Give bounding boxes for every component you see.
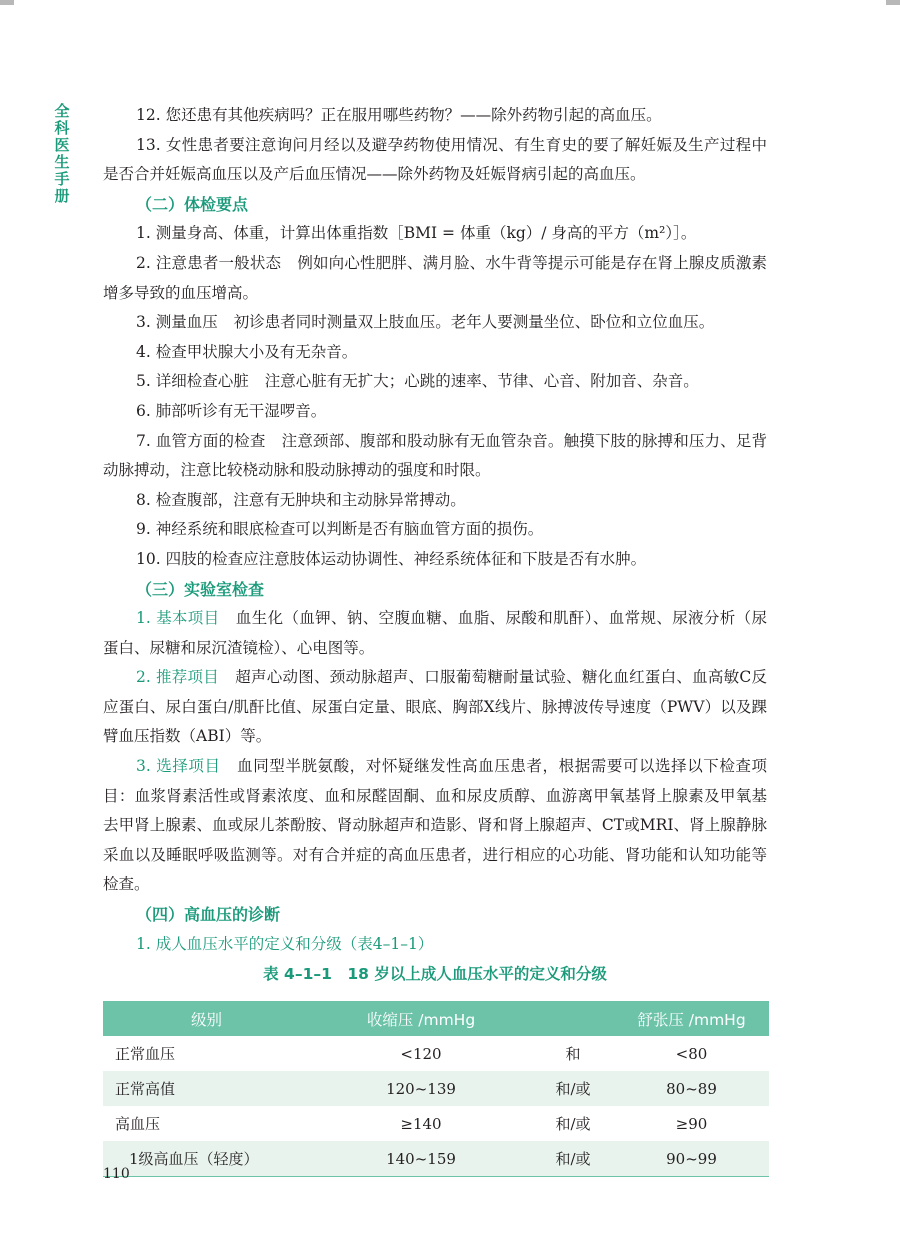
side-tab-char: 全 [54,102,70,120]
paragraph-q12: 12. 您还患有其他疾病吗？正在服用哪些药物？——除外药物引起的高血压。 [136,106,662,124]
bp-classification-table [103,1001,769,1177]
item-lead: 7. 血管方面的检查 [136,431,266,450]
page-number: 110 [103,1166,130,1182]
item-lead: 1. 基本项目 [136,609,220,628]
paragraph-exam-10: 10. 四肢的检查应注意肢体运动协调性、神经系统体征和下肢是否有水肿。 [136,549,647,568]
table-cell: 高血压 [115,1115,161,1134]
paragraph-exam-7 [103,427,767,486]
paragraph-exam-1: 1. 测量身高、体重，计算出体重指数［BMI = 体重（kg）/ 身高的平方（m²）］。 [136,224,697,243]
paragraph-exam-5 [103,367,767,397]
corner-mark-top-right [886,0,900,5]
item-text: 血生化（血钾、钠、空腹血糖、血脂、尿酸和肌酐）、血常规、尿液分析（尿蛋白、尿糖和尿沉渣镜检）、心电图等。 [103,609,767,657]
item-text: 例如向心性肥胖、满月脸、水牛背等提示可能是存在肾上腺皮质激素增多导致的血压增高。 [103,253,767,302]
column-header: 舒张压 /mmHg [637,1010,746,1029]
table-cell: <80 [675,1044,708,1063]
side-tab-char: 生 [54,153,70,171]
paragraph-exam-9: 9. 神经系统和眼底检查可以判断是否有脑血管方面的损伤。 [136,520,544,539]
item-lead: 3. 选择项目 [136,757,221,776]
section-heading-diagnosis: （四）高血压的诊断 [136,905,281,925]
side-tab-char: 科 [54,119,70,137]
table-cell: 140~159 [310,1141,532,1177]
paragraph-exam-3 [103,308,767,338]
corner-mark-top-left [0,0,14,5]
item-lead: 3. 测量血压 [136,313,218,332]
item-lead: 5. 详细检查心脏 [136,372,249,391]
section-heading-lab-tests: （三）实验室检查 [136,579,265,599]
table-row [103,1106,769,1141]
paragraph-exam-4: 4. 检查甲状腺大小及有无杂音。 [136,342,358,361]
table-cell: ≥140 [400,1114,442,1133]
table-title: 表 4–1–1 18 岁以上成人血压水平的定义和分级 [263,965,607,984]
item-text: 血同型半胱氨酸，对怀疑继发性高血压患者，根据需要可以选择以下检查项目：血浆肾素活性或肾素浓度、血和尿醛固酮、血和尿皮质醇、血游离甲氧基肾上腺素及甲氧基去甲肾上腺素、血或尿儿茶酚胺、肾动脉超声和造影、肾和肾上腺超声、CT或MRI、肾上腺静脉采血以及睡眠呼吸监测等。对有合并症的高血压患者，进行相应的心功能、肾功能和认知功能等检查。 [103,757,767,894]
section-heading-physical-exam: （二）体检要点 [136,194,249,214]
side-tab-book-title [52,103,72,205]
table-header-row [103,1001,769,1036]
table-row [103,1071,769,1106]
table-cell: 正常高值 [115,1080,176,1099]
column-header: 级别 [190,1010,222,1029]
table-cell: 80~89 [666,1079,717,1098]
page-body [103,101,767,1177]
table-cell: 1级高血压（轻度） [103,1141,310,1177]
table-row [103,1141,769,1177]
item-lead: 2. 推荐项目 [136,668,219,687]
table-row [103,1036,769,1071]
item-lead: 2. 注意患者一般状态 [136,253,282,272]
column-header: 收缩压 /mmHg [366,1010,476,1029]
table-cell: 和/或 [532,1141,614,1177]
table-cell: 90~99 [614,1141,769,1177]
paragraph-lab-2 [103,663,767,752]
table-cell: <120 [400,1044,442,1063]
table-cell: 和/或 [555,1080,591,1099]
paragraph-diagnosis-1: 1. 成人血压水平的定义和分级（表4–1–1） [136,934,434,953]
item-text: 注意心脏有无扩大；心跳的速率、节律、心音、附加音、杂音。 [264,372,699,391]
paragraph-lab-3 [103,752,767,900]
side-tab-char: 医 [54,136,70,154]
column-header [532,1001,614,1036]
item-text: 注意颈部、腹部和股动脉有无血管杂音。触摸下肢的脉搏和压力、足背动脉搏动，注意比较桡动脉和股动脉搏动的强度和时限。 [103,431,767,480]
table-cell: 和 [565,1045,581,1064]
paragraph-exam-6: 6. 肺部听诊有无干湿啰音。 [136,401,327,420]
paragraph-q13: 13. 女性患者要注意询问月经以及避孕药物使用情况、有生育史的要了解妊娠及生产过程中是否合并妊娠高血压以及产后血压情况——除外药物及妊娠肾病引起的高血压。 [103,135,767,184]
table-cell: 正常血压 [115,1045,176,1064]
paragraph-exam-8: 8. 检查腹部，注意有无肿块和主动脉异常搏动。 [136,490,466,509]
table-cell: 120~139 [386,1079,456,1098]
table-cell: 和/或 [555,1115,591,1134]
table-cell: ≥90 [675,1114,708,1133]
side-tab-char: 手 [54,170,70,188]
side-tab-char: 册 [54,187,70,205]
item-text: 初诊患者同时测量双上肢血压。老年人要测量坐位、卧位和立位血压。 [233,313,715,332]
item-text: 超声心动图、颈动脉超声、口服葡萄糖耐量试验、糖化血红蛋白、血高敏C反应蛋白、尿白蛋白/肌酐比值、尿蛋白定量、眼底、胸部X线片、脉搏波传导速度（PWV）以及踝臂血压指数（ABI）等。 [103,668,767,746]
paragraph-lab-1 [103,604,767,663]
paragraph-exam-2 [103,249,767,308]
